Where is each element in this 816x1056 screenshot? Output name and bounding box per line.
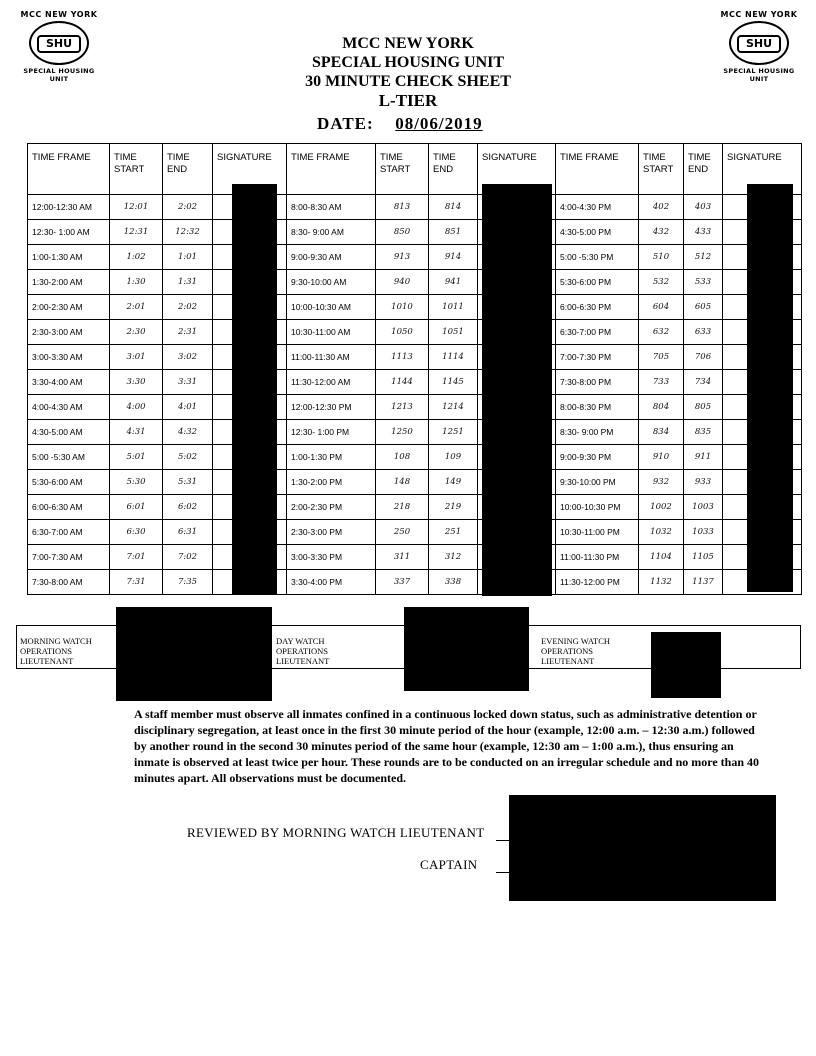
shu-badge-icon: SHU xyxy=(29,21,89,65)
shu-badge-icon: SHU xyxy=(729,21,789,65)
table-row xyxy=(28,570,802,595)
time-start-cell: 12:31 xyxy=(110,220,163,245)
table-row xyxy=(28,470,802,495)
time-frame-cell: 1:00-1:30 PM xyxy=(287,445,376,470)
time-end-cell: 149 xyxy=(429,470,478,495)
time-end-cell: 6:31 xyxy=(163,520,213,545)
time-frame-cell: 5:30-6:00 AM xyxy=(28,470,110,495)
time-start-cell: 108 xyxy=(376,445,429,470)
time-start-cell: 4:31 xyxy=(110,420,163,445)
time-end-cell: 633 xyxy=(684,320,723,345)
time-start-cell: 1010 xyxy=(376,295,429,320)
table-row xyxy=(28,445,802,470)
time-frame-cell: 4:00-4:30 AM xyxy=(28,395,110,420)
time-frame-cell: 3:30-4:00 AM xyxy=(28,370,110,395)
check-sheet-table xyxy=(27,143,802,595)
time-frame-cell: 1:00-1:30 AM xyxy=(28,245,110,270)
header-time-frame: TIME FRAME xyxy=(287,144,376,195)
time-frame-cell: 8:00-8:30 AM xyxy=(287,195,376,220)
time-end-cell: 1105 xyxy=(684,545,723,570)
time-frame-cell: 11:00-11:30 PM xyxy=(556,545,639,570)
time-frame-cell: 4:00-4:30 PM xyxy=(556,195,639,220)
time-frame-cell: 2:30-3:00 PM xyxy=(287,520,376,545)
time-start-cell: 402 xyxy=(639,195,684,220)
time-start-cell: 1050 xyxy=(376,320,429,345)
morning-watch-label: MORNING WATCH OPERATIONS LIEUTENANT xyxy=(20,636,92,666)
time-end-cell: 219 xyxy=(429,495,478,520)
time-end-cell: 941 xyxy=(429,270,478,295)
time-frame-cell: 7:30-8:00 AM xyxy=(28,570,110,595)
time-start-cell: 804 xyxy=(639,395,684,420)
time-end-cell: 338 xyxy=(429,570,478,595)
header-time-frame: TIME FRAME xyxy=(28,144,110,195)
time-end-cell: 12:32 xyxy=(163,220,213,245)
time-start-cell: 3:01 xyxy=(110,345,163,370)
date-label: DATE: xyxy=(317,114,374,133)
time-start-cell: 733 xyxy=(639,370,684,395)
table-row xyxy=(28,220,802,245)
time-end-cell: 109 xyxy=(429,445,478,470)
header-time-start: TIME START xyxy=(639,144,684,195)
time-end-cell: 1137 xyxy=(684,570,723,595)
redacted-signature-block xyxy=(482,184,552,596)
time-frame-cell: 8:00-8:30 PM xyxy=(556,395,639,420)
logo-arc-text: MCC NEW YORK xyxy=(20,10,98,19)
time-end-cell: 7:02 xyxy=(163,545,213,570)
time-frame-cell: 6:00-6:30 AM xyxy=(28,495,110,520)
header-time-frame: TIME FRAME xyxy=(556,144,639,195)
time-end-cell: 312 xyxy=(429,545,478,570)
logo-sub-text: SPECIAL HOUSING UNIT xyxy=(723,67,795,83)
time-frame-cell: 5:00 -5:30 PM xyxy=(556,245,639,270)
time-frame-cell: 1:30-2:00 AM xyxy=(28,270,110,295)
date-row xyxy=(0,114,816,133)
time-start-cell: 1:30 xyxy=(110,270,163,295)
time-end-cell: 5:02 xyxy=(163,445,213,470)
time-start-cell: 604 xyxy=(639,295,684,320)
time-frame-cell: 11:30-12:00 AM xyxy=(287,370,376,395)
time-frame-cell: 8:30- 9:00 AM xyxy=(287,220,376,245)
time-start-cell: 1104 xyxy=(639,545,684,570)
time-frame-cell: 12:00-12:30 AM xyxy=(28,195,110,220)
header-signature: SIGNATURE xyxy=(478,144,556,195)
time-start-cell: 12:01 xyxy=(110,195,163,220)
time-end-cell: 3:31 xyxy=(163,370,213,395)
logo-arc-text: MCC NEW YORK xyxy=(720,10,798,19)
table-row xyxy=(28,345,802,370)
time-frame-cell: 7:00-7:30 AM xyxy=(28,545,110,570)
header-signature: SIGNATURE xyxy=(723,144,802,195)
time-frame-cell: 3:00-3:30 PM xyxy=(287,545,376,570)
table-row xyxy=(28,495,802,520)
header-signature: SIGNATURE xyxy=(213,144,287,195)
reviewed-by-label: REVIEWED BY MORNING WATCH LIEUTENANT xyxy=(187,825,485,840)
time-start-cell: 910 xyxy=(639,445,684,470)
redacted-signature-block xyxy=(747,184,793,592)
time-frame-cell: 7:30-8:00 PM xyxy=(556,370,639,395)
time-end-cell: 433 xyxy=(684,220,723,245)
time-end-cell: 1:31 xyxy=(163,270,213,295)
time-end-cell: 706 xyxy=(684,345,723,370)
time-start-cell: 1213 xyxy=(376,395,429,420)
time-end-cell: 251 xyxy=(429,520,478,545)
time-start-cell: 337 xyxy=(376,570,429,595)
time-end-cell: 5:31 xyxy=(163,470,213,495)
time-frame-cell: 10:00-10:30 PM xyxy=(556,495,639,520)
time-end-cell: 911 xyxy=(684,445,723,470)
time-end-cell: 1114 xyxy=(429,345,478,370)
table-row xyxy=(28,320,802,345)
header-time-start: TIME START xyxy=(376,144,429,195)
time-start-cell: 813 xyxy=(376,195,429,220)
header-line-1: MCC NEW YORK xyxy=(342,35,474,52)
document-header xyxy=(0,34,816,133)
time-start-cell: 3:30 xyxy=(110,370,163,395)
time-end-cell: 533 xyxy=(684,270,723,295)
redacted-evening-lieutenant xyxy=(651,632,721,698)
table-header-row xyxy=(28,144,802,195)
table-row xyxy=(28,270,802,295)
redacted-day-lieutenant xyxy=(404,607,529,691)
time-frame-cell: 1:30-2:00 PM xyxy=(287,470,376,495)
time-end-cell: 512 xyxy=(684,245,723,270)
time-frame-cell: 12:00-12:30 PM xyxy=(287,395,376,420)
table-row xyxy=(28,245,802,270)
time-frame-cell: 9:30-10:00 AM xyxy=(287,270,376,295)
time-start-cell: 1032 xyxy=(639,520,684,545)
time-end-cell: 1:01 xyxy=(163,245,213,270)
tier-label: L-TIER xyxy=(378,91,438,110)
table-row xyxy=(28,420,802,445)
time-frame-cell: 8:30- 9:00 PM xyxy=(556,420,639,445)
time-end-cell: 1011 xyxy=(429,295,478,320)
time-start-cell: 913 xyxy=(376,245,429,270)
time-end-cell: 6:02 xyxy=(163,495,213,520)
time-frame-cell: 10:30-11:00 PM xyxy=(556,520,639,545)
logo-sub-text: SPECIAL HOUSING UNIT xyxy=(23,67,95,83)
header-time-end: TIME END xyxy=(163,144,213,195)
time-frame-cell: 9:00-9:30 PM xyxy=(556,445,639,470)
time-end-cell: 835 xyxy=(684,420,723,445)
header-time-end: TIME END xyxy=(429,144,478,195)
time-frame-cell: 11:00-11:30 AM xyxy=(287,345,376,370)
time-frame-cell: 6:30-7:00 PM xyxy=(556,320,639,345)
time-end-cell: 2:02 xyxy=(163,295,213,320)
time-start-cell: 4:00 xyxy=(110,395,163,420)
time-end-cell: 1145 xyxy=(429,370,478,395)
header-time-end: TIME END xyxy=(684,144,723,195)
time-end-cell: 933 xyxy=(684,470,723,495)
time-start-cell: 1250 xyxy=(376,420,429,445)
time-frame-cell: 5:00 -5:30 AM xyxy=(28,445,110,470)
day-watch-label: DAY WATCH OPERATIONS LIEUTENANT xyxy=(276,636,330,666)
time-end-cell: 1051 xyxy=(429,320,478,345)
time-start-cell: 532 xyxy=(639,270,684,295)
time-end-cell: 403 xyxy=(684,195,723,220)
time-start-cell: 932 xyxy=(639,470,684,495)
time-end-cell: 2:02 xyxy=(163,195,213,220)
time-end-cell: 1251 xyxy=(429,420,478,445)
time-start-cell: 1:02 xyxy=(110,245,163,270)
time-frame-cell: 10:00-10:30 AM xyxy=(287,295,376,320)
time-start-cell: 1002 xyxy=(639,495,684,520)
time-end-cell: 4:32 xyxy=(163,420,213,445)
captain-label: CAPTAIN xyxy=(420,857,478,872)
time-start-cell: 940 xyxy=(376,270,429,295)
time-end-cell: 2:31 xyxy=(163,320,213,345)
time-frame-cell: 4:30-5:00 PM xyxy=(556,220,639,245)
table-row xyxy=(28,395,802,420)
header-line-2: SPECIAL HOUSING UNIT xyxy=(311,54,505,71)
header-line-3: 30 MINUTE CHECK SHEET xyxy=(305,73,511,90)
time-start-cell: 148 xyxy=(376,470,429,495)
time-start-cell: 6:30 xyxy=(110,520,163,545)
time-frame-cell: 5:30-6:00 PM xyxy=(556,270,639,295)
time-start-cell: 7:31 xyxy=(110,570,163,595)
time-end-cell: 3:02 xyxy=(163,345,213,370)
time-frame-cell: 12:30- 1:00 AM xyxy=(28,220,110,245)
time-frame-cell: 2:30-3:00 AM xyxy=(28,320,110,345)
time-end-cell: 4:01 xyxy=(163,395,213,420)
time-frame-cell: 2:00-2:30 PM xyxy=(287,495,376,520)
time-start-cell: 2:01 xyxy=(110,295,163,320)
time-frame-cell: 6:00-6:30 PM xyxy=(556,295,639,320)
time-start-cell: 834 xyxy=(639,420,684,445)
instructions-paragraph: A staff member must observe all inmates confined in a continuous locked down status, such as administrative detention or disciplinary segregation, at least once in the first 30 minute period of the hour (example, 12:00 a.m. – 12:30 a.m.) followed by another round in the second 30 minutes period of the same hour (example, 12:30 am – 1:00 a.m.), thus ensuring an inmate is observed at least twice per hour. These rounds are to be conducted on an irregular schedule and no more than 40 minutes apart. All observations must be documented. xyxy=(134,707,760,785)
evening-watch-label: EVENING WATCH OPERATIONS LIEUTENANT xyxy=(541,636,611,666)
time-frame-cell: 6:30-7:00 AM xyxy=(28,520,110,545)
time-frame-cell: 4:30-5:00 AM xyxy=(28,420,110,445)
time-start-cell: 218 xyxy=(376,495,429,520)
time-end-cell: 1003 xyxy=(684,495,723,520)
time-start-cell: 1132 xyxy=(639,570,684,595)
date-value: 08/06/2019 xyxy=(395,114,483,133)
time-start-cell: 250 xyxy=(376,520,429,545)
time-frame-cell: 2:00-2:30 AM xyxy=(28,295,110,320)
table-row xyxy=(28,295,802,320)
time-start-cell: 432 xyxy=(639,220,684,245)
redacted-signature-block xyxy=(232,184,277,594)
table-row xyxy=(28,545,802,570)
time-start-cell: 510 xyxy=(639,245,684,270)
time-frame-cell: 3:30-4:00 PM xyxy=(287,570,376,595)
time-end-cell: 734 xyxy=(684,370,723,395)
time-start-cell: 5:30 xyxy=(110,470,163,495)
time-start-cell: 5:01 xyxy=(110,445,163,470)
time-frame-cell: 12:30- 1:00 PM xyxy=(287,420,376,445)
time-start-cell: 6:01 xyxy=(110,495,163,520)
time-start-cell: 311 xyxy=(376,545,429,570)
time-end-cell: 814 xyxy=(429,195,478,220)
time-end-cell: 851 xyxy=(429,220,478,245)
time-start-cell: 850 xyxy=(376,220,429,245)
table-row xyxy=(28,520,802,545)
table-row xyxy=(28,370,802,395)
redacted-review-signatures xyxy=(509,795,776,901)
time-end-cell: 605 xyxy=(684,295,723,320)
time-start-cell: 705 xyxy=(639,345,684,370)
time-frame-cell: 7:00-7:30 PM xyxy=(556,345,639,370)
time-start-cell: 2:30 xyxy=(110,320,163,345)
time-frame-cell: 10:30-11:00 AM xyxy=(287,320,376,345)
time-start-cell: 7:01 xyxy=(110,545,163,570)
time-frame-cell: 11:30-12:00 PM xyxy=(556,570,639,595)
header-time-start: TIME START xyxy=(110,144,163,195)
time-frame-cell: 9:30-10:00 PM xyxy=(556,470,639,495)
redacted-morning-lieutenant xyxy=(116,607,272,701)
time-end-cell: 7:35 xyxy=(163,570,213,595)
time-end-cell: 1214 xyxy=(429,395,478,420)
time-end-cell: 805 xyxy=(684,395,723,420)
time-start-cell: 632 xyxy=(639,320,684,345)
table-row xyxy=(28,195,802,220)
time-start-cell: 1113 xyxy=(376,345,429,370)
time-frame-cell: 3:00-3:30 AM xyxy=(28,345,110,370)
time-end-cell: 1033 xyxy=(684,520,723,545)
time-start-cell: 1144 xyxy=(376,370,429,395)
time-frame-cell: 9:00-9:30 AM xyxy=(287,245,376,270)
time-end-cell: 914 xyxy=(429,245,478,270)
